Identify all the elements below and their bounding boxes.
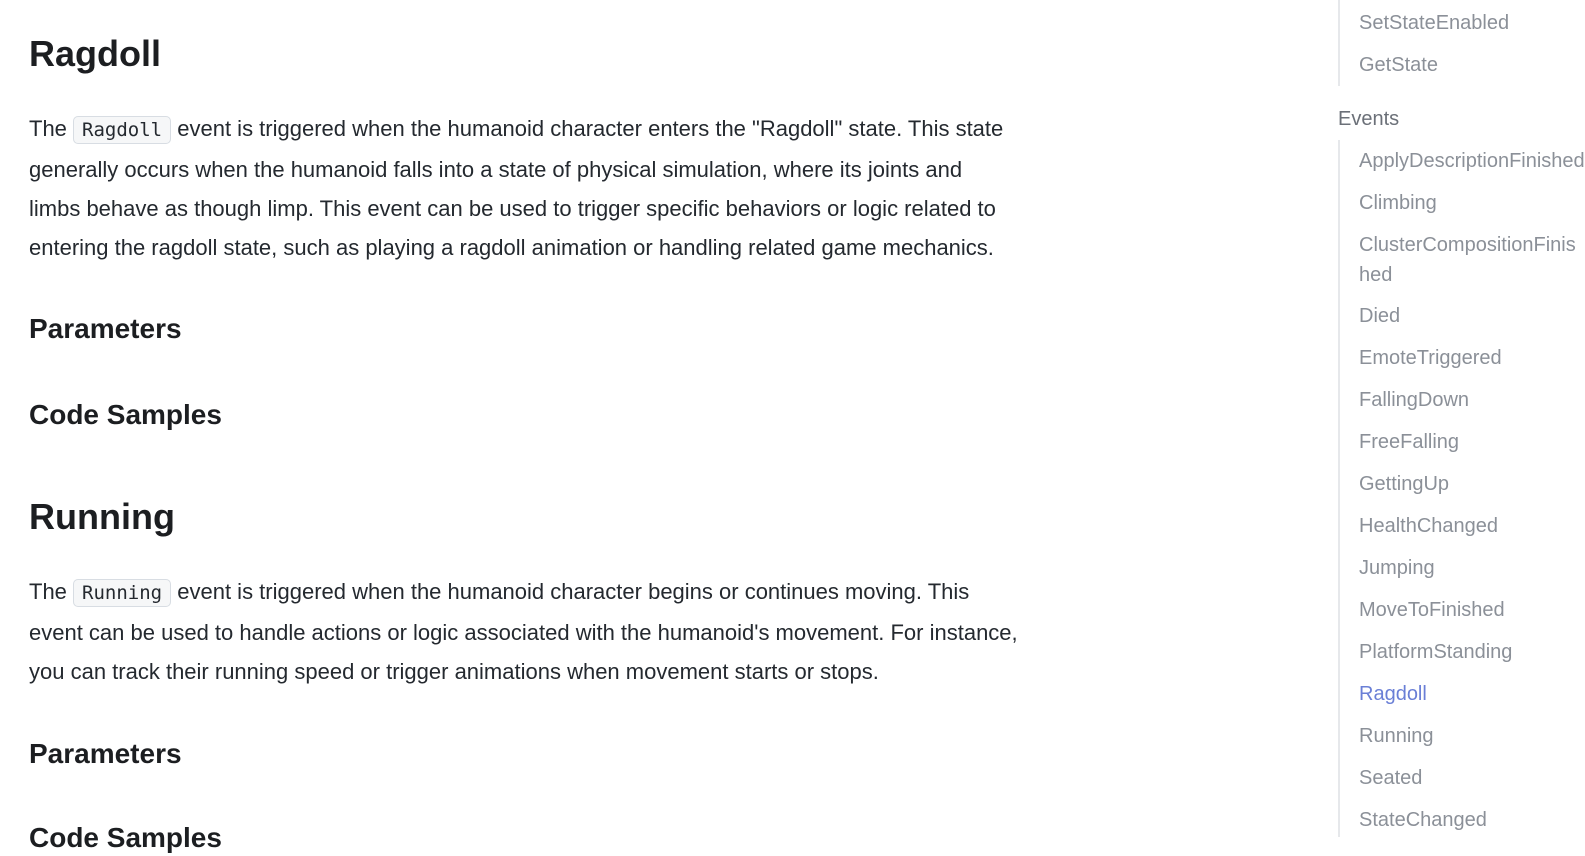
event-description-ragdoll <box>29 109 1189 267</box>
code-samples-heading-running: Code Samples <box>29 822 222 853</box>
toc-item-freefalling[interactable]: FreeFalling <box>1359 431 1460 453</box>
desc-line: event can be used to handle actions or logic associated with the humanoid's movement. For instance, <box>29 620 1018 645</box>
toc-item-movetofinished[interactable]: MoveToFinished <box>1359 599 1505 621</box>
desc-prefix: The <box>29 579 67 604</box>
table-of-contents <box>1338 0 1585 837</box>
desc-line: entering the ragdoll state, such as playing a ragdoll animation or handling related game mechanics. <box>29 235 994 260</box>
inline-code-ragdoll: Ragdoll <box>73 116 171 144</box>
event-title-running: Running <box>29 496 175 537</box>
parameters-heading-ragdoll: Parameters <box>29 313 182 344</box>
toc-item-jumping[interactable]: Jumping <box>1359 557 1435 579</box>
toc-item-running[interactable]: Running <box>1359 725 1434 747</box>
toc-item-setstateenabled[interactable]: SetStateEnabled <box>1359 12 1510 34</box>
event-description-running <box>29 572 1189 691</box>
toc-item-platformstanding[interactable]: PlatformStanding <box>1359 641 1513 663</box>
toc-item-seated[interactable]: Seated <box>1359 767 1423 789</box>
inline-code-running: Running <box>73 579 171 607</box>
toc-item-emotetriggered[interactable]: EmoteTriggered <box>1359 347 1502 369</box>
code-samples-heading-ragdoll: Code Samples <box>29 399 222 430</box>
toc-item-ragdoll-active[interactable]: Ragdoll <box>1359 683 1427 705</box>
desc-line: event is triggered when the humanoid character enters the "Ragdoll" state. This state <box>177 116 1004 141</box>
toc-item-clustercompositionfinished[interactable]: ClusterCompositionFinished <box>1359 234 1576 286</box>
toc-item-healthchanged[interactable]: HealthChanged <box>1359 515 1498 537</box>
desc-line: you can track their running speed or trigger animations when movement starts or stops. <box>29 659 879 684</box>
toc-item-gettingup[interactable]: GettingUp <box>1359 473 1450 495</box>
toc-item-fallingdown[interactable]: FallingDown <box>1359 389 1470 411</box>
desc-line: generally occurs when the humanoid falls into a state of physical simulation, where its joints and <box>29 157 963 182</box>
parameters-heading-running: Parameters <box>29 738 182 769</box>
toc-heading-events[interactable]: Events <box>1338 108 1400 130</box>
toc-item-applydescriptionfinished[interactable]: ApplyDescriptionFinished <box>1359 150 1585 172</box>
toc-events-group <box>1338 140 1585 837</box>
toc-item-died[interactable]: Died <box>1359 305 1401 327</box>
toc-item-getstate[interactable]: GetState <box>1359 54 1438 76</box>
toc-methods-group <box>1338 0 1510 86</box>
event-title-ragdoll: Ragdoll <box>29 33 161 74</box>
toc-item-statechanged[interactable]: StateChanged <box>1359 809 1487 831</box>
desc-prefix: The <box>29 116 67 141</box>
desc-line: limbs behave as though limp. This event can be used to trigger specific behaviors or logic related to <box>29 196 996 221</box>
desc-line: event is triggered when the humanoid character begins or continues moving. This <box>177 579 970 604</box>
toc-item-climbing[interactable]: Climbing <box>1359 192 1437 214</box>
